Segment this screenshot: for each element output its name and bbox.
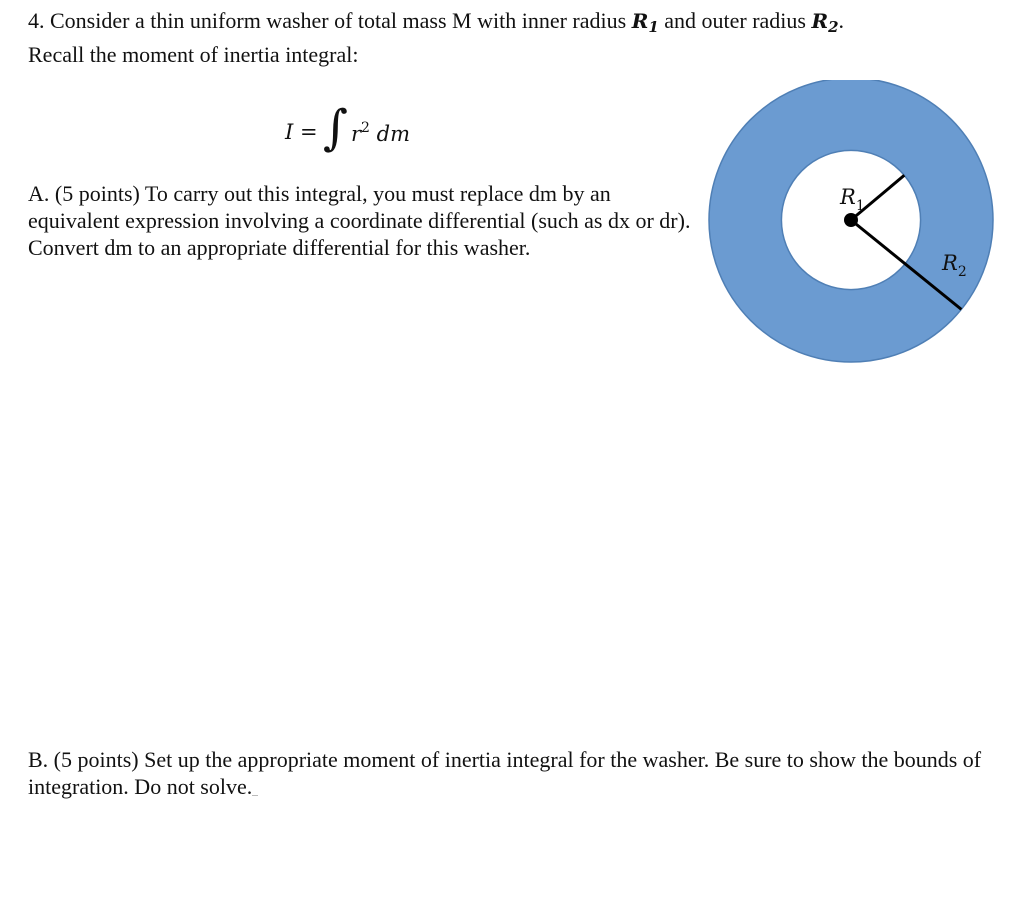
problem-line1-middle: and outer radius — [658, 8, 812, 33]
problem-line1-prefix: 4. Consider a thin uniform washer of total mass M with inner radius — [28, 8, 632, 33]
formula-lhs: I = — [285, 120, 318, 144]
inner-radius-label: $R_1$ — [840, 185, 865, 214]
formula-integrand: $r^2$ dm — [351, 120, 411, 146]
inner-radius-symbol: $R_1$ — [631, 9, 659, 36]
washer-diagram — [700, 80, 1000, 380]
problem-line1-suffix: . — [838, 8, 845, 33]
outer-radius-label: $R_2$ — [942, 251, 967, 280]
problem-statement — [28, 7, 988, 68]
center-point — [844, 213, 858, 227]
problem-line2: Recall the moment of inertia integral: — [28, 42, 359, 67]
part-b-question: B. (5 points) Set up the appropriate moment of inertia integral for the washer. Be sure to show the bounds of integration. Do not solve. — [28, 747, 982, 799]
answer-blank — [252, 777, 258, 796]
outer-radius-symbol: $R_2$ — [811, 9, 839, 36]
integral-sign: ∫ — [323, 100, 349, 156]
part-a-question: A. (5 points) To carry out this integral, you must replace dm by an equivalent expression involving a coordinate differential (such as dx or dr). Convert dm to an appropriate differential for this washer. — [28, 181, 691, 260]
